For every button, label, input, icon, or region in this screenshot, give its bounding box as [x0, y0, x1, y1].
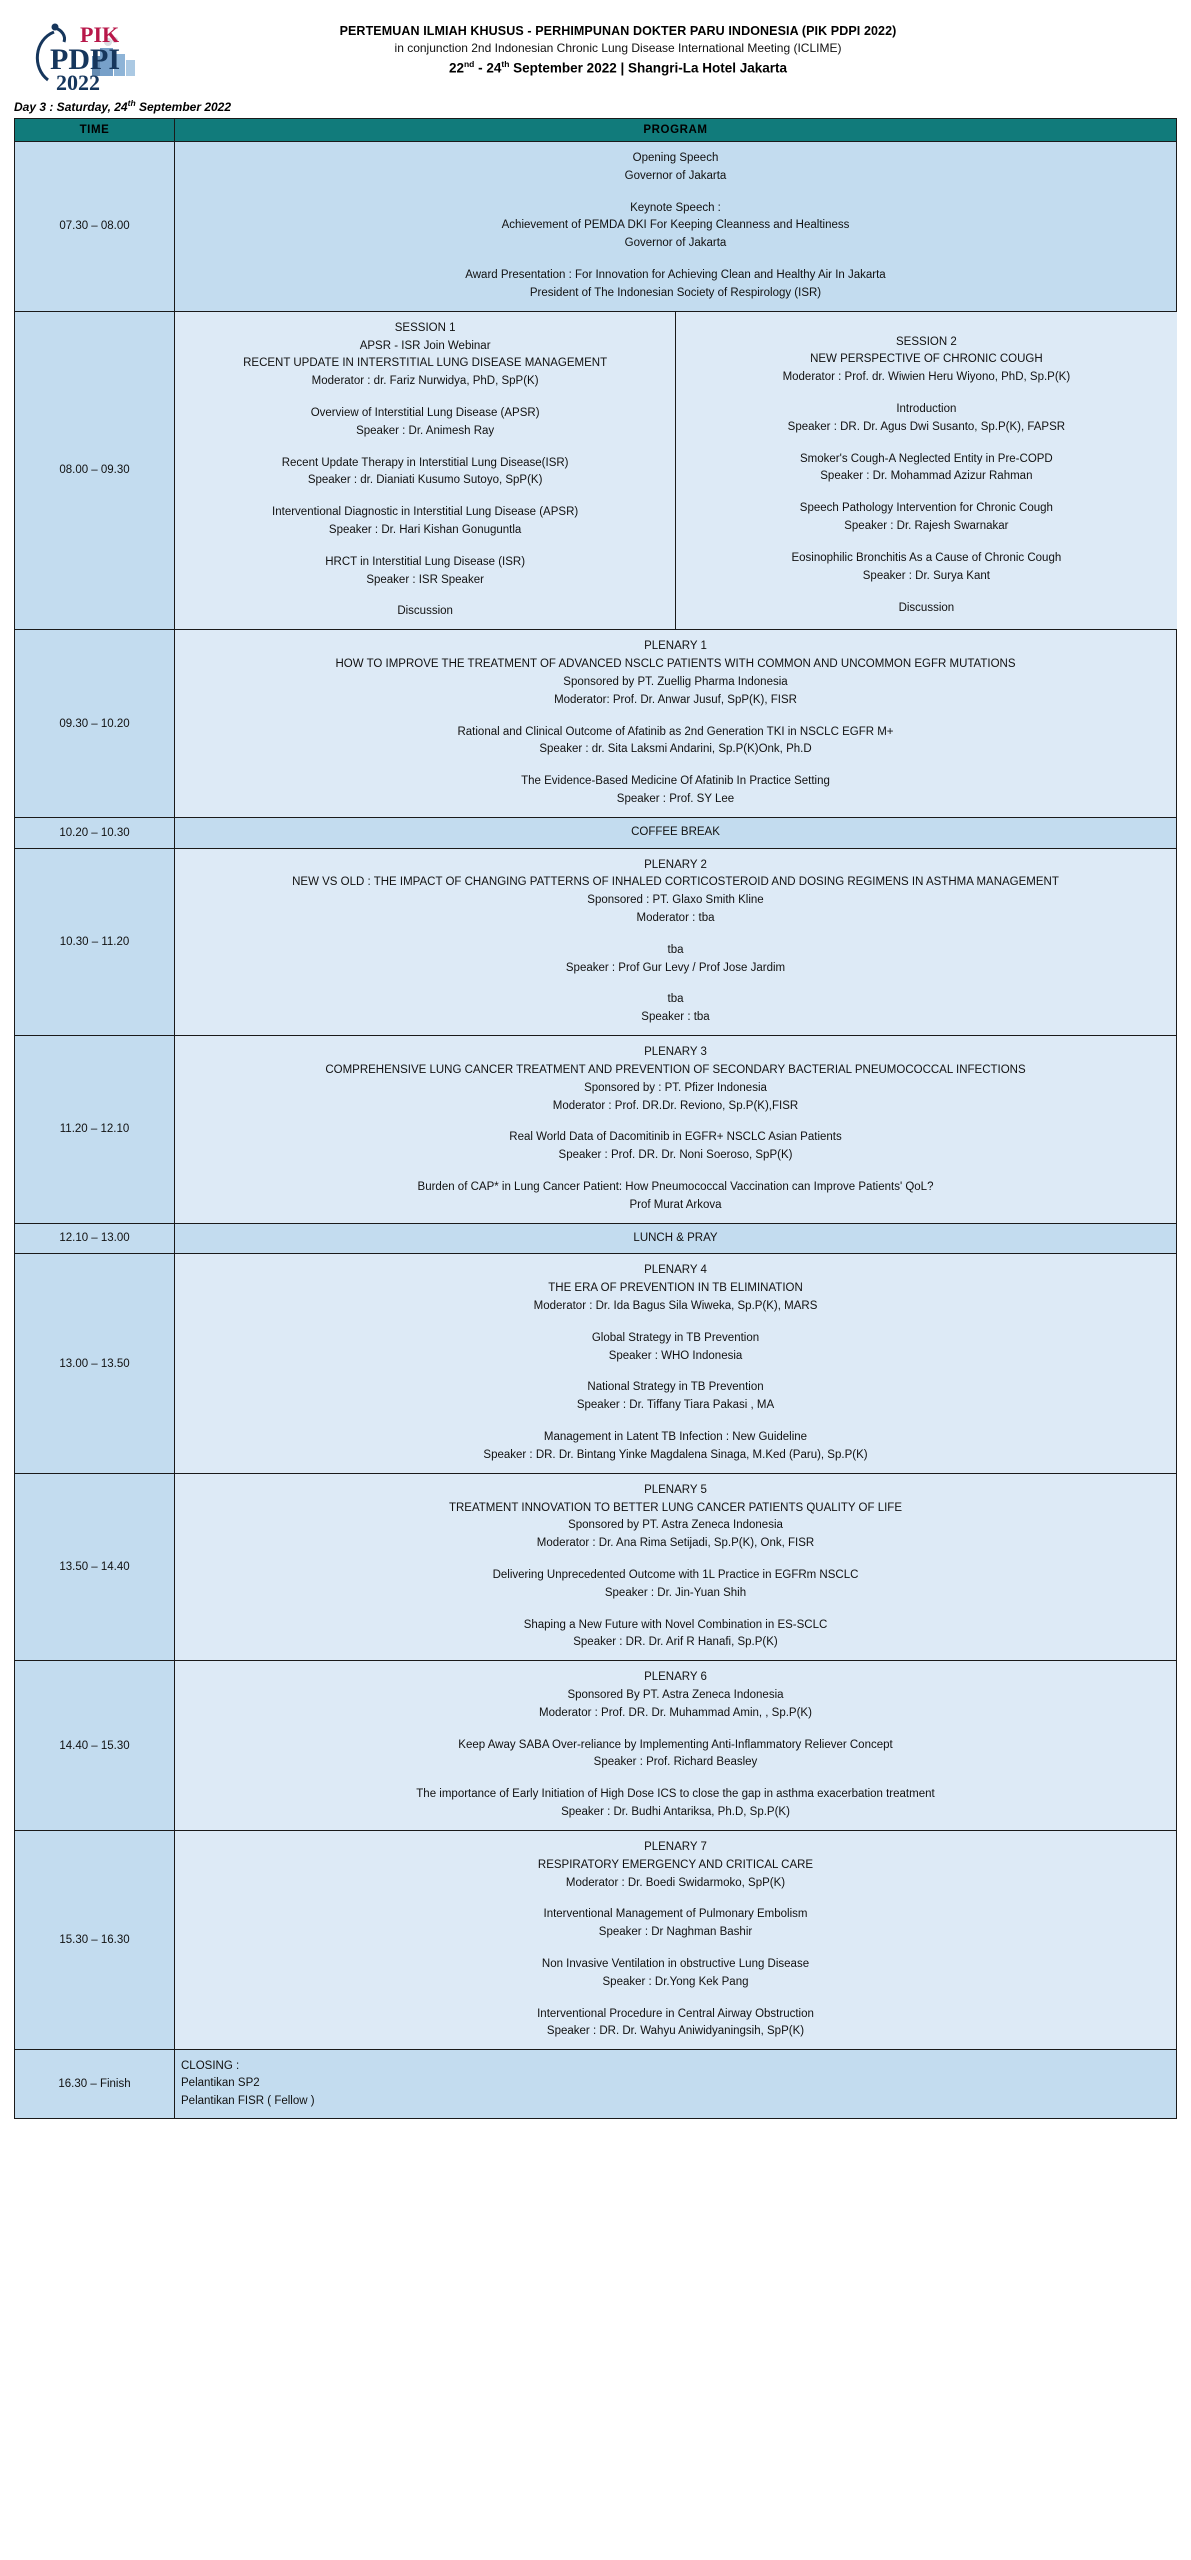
- program-line: Pelantikan FISR ( Fellow ): [181, 2094, 315, 2107]
- event-title: PERTEMUAN ILMIAH KHUSUS - PERHIMPUNAN DOKTER PARU INDONESIA (PIK PDPI 2022): [339, 24, 897, 38]
- program-line: Speaker : tba: [641, 1011, 710, 1024]
- session-line: RECENT UPDATE IN INTERSTITIAL LUNG DISEASE MANAGEMENT: [243, 357, 608, 370]
- session-1-cell: [175, 312, 676, 630]
- pik-pdpi-logo: [22, 14, 152, 92]
- program-line: President of The Indonesian Society of Respirology (ISR): [529, 286, 822, 299]
- program-line: Moderator : Dr. Ida Bagus Sila Wiweka, Sp.P(K), MARS: [533, 1300, 818, 1312]
- program-line: Pelantikan SP2: [181, 2077, 260, 2090]
- schedule-table: [14, 118, 1177, 2119]
- spacer: [185, 186, 1166, 200]
- program-line: Governor of Jakarta: [624, 169, 727, 182]
- program-line: PLENARY 7: [644, 1840, 707, 1853]
- row-program: [175, 848, 1177, 1036]
- program-line: NEW VS OLD : THE IMPACT OF CHANGING PATTERNS OF INHALED CORTICOSTEROID AND DOSING REGIMENS IN ASTHMA MANAGEMENT: [292, 876, 1059, 889]
- program-line: Delivering Unprecedented Outcome with 1L Practice in EGFRm NSCLC: [492, 1568, 859, 1581]
- spacer: [684, 437, 1168, 451]
- spacer: [185, 1992, 1166, 2006]
- day-heading-pre: Day 3 : Saturday, 24: [14, 100, 128, 114]
- table-row: [15, 142, 1177, 312]
- column-header-time: TIME: [15, 119, 175, 142]
- program-line: Speaker : Prof. DR. Dr. Noni Soeroso, SpP(K): [558, 1149, 793, 1162]
- row-time: 13.50 – 14.40: [15, 1473, 175, 1661]
- spacer: [183, 540, 667, 554]
- title-block: [165, 10, 1191, 76]
- program-line: PLENARY 1: [644, 640, 707, 653]
- program-line: CLOSING :: [181, 2060, 240, 2073]
- row-program: [175, 1661, 1177, 1831]
- spacer: [684, 586, 1168, 600]
- session-line: Speaker : Dr. Hari Kishan Gonuguntla: [328, 524, 522, 536]
- spacer: [183, 490, 667, 504]
- program-line: Moderator : Prof. DR.Dr. Reviono, Sp.P(K),FISR: [552, 1099, 799, 1112]
- spacer: [183, 441, 667, 455]
- program-line: Speaker : Prof Gur Levy / Prof Jose Jardim: [565, 961, 786, 974]
- spacer: [684, 324, 1168, 334]
- program-line: Sponsored by PT. Zuellig Pharma Indonesia: [563, 675, 788, 688]
- spacer: [185, 759, 1166, 773]
- row-program: COFFEE BREAK: [175, 817, 1177, 848]
- session-line: HRCT in Interstitial Lung Disease (ISR): [325, 555, 526, 568]
- table-row: [15, 311, 1177, 630]
- program-line: Speaker : WHO Indonesia: [608, 1349, 743, 1362]
- program-line: RESPIRATORY EMERGENCY AND CRITICAL CARE: [537, 1858, 814, 1871]
- program-line: Sponsored by : PT. Pfizer Indonesia: [584, 1081, 767, 1094]
- session-line: Speaker : DR. Dr. Agus Dwi Susanto, Sp.P(K), FAPSR: [787, 420, 1066, 433]
- event-date-venue: [165, 59, 1071, 76]
- program-line: PLENARY 6: [644, 1671, 707, 1684]
- session-line: Speaker : Dr. Rajesh Swarnakar: [844, 520, 1009, 533]
- program-line: The Evidence-Based Medicine Of Afatinib In Practice Setting: [521, 775, 830, 788]
- table-row: [15, 848, 1177, 1036]
- spacer: [185, 1603, 1166, 1617]
- program-line: Moderator : Dr. Boedi Swidarmoko, SpP(K): [565, 1876, 786, 1889]
- session-line: Moderator : Prof. dr. Wiwien Heru Wiyono, PhD, Sp.P(K): [782, 371, 1071, 384]
- date-start-sup: nd: [463, 59, 475, 69]
- row-program: [175, 630, 1177, 818]
- spacer: [183, 391, 667, 405]
- table-row: [15, 1830, 1177, 2049]
- session-2-cell: [676, 312, 1177, 630]
- table-row: [15, 630, 1177, 818]
- row-time: 12.10 – 13.00: [15, 1223, 175, 1254]
- row-time: 11.20 – 12.10: [15, 1036, 175, 1224]
- spacer: [185, 1415, 1166, 1429]
- day-heading: [0, 96, 1191, 118]
- spacer: [185, 1553, 1166, 1567]
- program-line: Speaker : Dr Naghman Bashir: [598, 1926, 753, 1939]
- date-sep: - 24: [474, 60, 502, 76]
- program-line: PLENARY 4: [644, 1264, 707, 1277]
- spacer: [185, 1723, 1166, 1737]
- program-line: HOW TO IMPROVE THE TREATMENT OF ADVANCED NSCLC PATIENTS WITH COMMON AND UNCOMMON EGFR MUTATIONS: [335, 658, 1016, 671]
- program-line: PLENARY 2: [644, 858, 707, 871]
- program-line: Speaker : Dr. Budhi Antariksa, Ph.D, Sp.P(K): [561, 1806, 790, 1819]
- session-title: SESSION 2: [896, 335, 957, 348]
- program-line: Speaker : Dr. Tiffany Tiara Pakasi , MA: [576, 1399, 775, 1412]
- spacer: [185, 1115, 1166, 1129]
- program-line: Speaker : DR. Dr. Bintang Yinke Magdalena Sinaga, M.Ked (Paru), Sp.P(K): [483, 1448, 868, 1461]
- session-line: Speaker : Dr. Animesh Ray: [356, 424, 495, 437]
- program-line: Speaker : Dr.Yong Kek Pang: [602, 1975, 749, 1988]
- svg-text:PIK: PIK: [80, 22, 120, 47]
- spacer: [185, 253, 1166, 267]
- table-row: [15, 817, 1177, 848]
- program-line: THE ERA OF PREVENTION IN TB ELIMINATION: [548, 1282, 803, 1295]
- session-line: Speaker : Dr. Surya Kant: [862, 569, 990, 582]
- sessions-table: [175, 312, 1177, 630]
- table-row: [15, 1473, 1177, 1661]
- row-program: [175, 142, 1177, 312]
- table-row: [15, 1661, 1177, 1831]
- table-header-row: [15, 119, 1177, 142]
- row-time: 14.40 – 15.30: [15, 1661, 175, 1831]
- date-start: 22: [448, 60, 464, 76]
- logo-icon: [22, 14, 152, 94]
- table-row: [15, 1254, 1177, 1473]
- session-line: APSR - ISR Join Webinar: [359, 339, 491, 352]
- table-row: [15, 1223, 1177, 1254]
- row-time: 08.00 – 09.30: [15, 311, 175, 630]
- session-line: Eosinophilic Bronchitis As a Cause of Chronic Cough: [791, 551, 1062, 564]
- program-line: Moderator: Prof. Dr. Anwar Jusuf, SpP(K), FISR: [554, 693, 797, 706]
- sessions-row: [175, 312, 1177, 630]
- row-time: 13.00 – 13.50: [15, 1254, 175, 1473]
- session-line: Overview of Interstitial Lung Disease (APSR): [310, 406, 540, 419]
- svg-text:PDPI: PDPI: [50, 43, 120, 76]
- program-line: Burden of CAP* in Lung Cancer Patient: How Pneumococcal Vaccination can Improve Patients' QoL?: [417, 1180, 934, 1193]
- program-line: Speaker : DR. Dr. Wahyu Aniwidyaningsih, SpP(K): [546, 2025, 805, 2038]
- column-header-program: PROGRAM: [175, 119, 1177, 142]
- session-line: Speaker : ISR Speaker: [366, 573, 484, 586]
- program-line: tba: [667, 993, 684, 1006]
- masthead: [0, 0, 1191, 96]
- session-title: SESSION 1: [394, 321, 456, 334]
- program-line: Achievement of PEMDA DKI For Keeping Cleanness and Healtiness: [501, 219, 850, 232]
- program-line: Moderator : tba: [636, 912, 715, 924]
- program-line: Non Invasive Ventilation in obstructive Lung Disease: [541, 1957, 810, 1970]
- spacer: [185, 710, 1166, 724]
- row-time: 07.30 – 08.00: [15, 142, 175, 312]
- table-row: [15, 2050, 1177, 2119]
- spacer: [185, 977, 1166, 991]
- spacer: [185, 928, 1166, 942]
- program-line: Opening Speech: [632, 152, 719, 164]
- program-line: COMPREHENSIVE LUNG CANCER TREATMENT AND PREVENTION OF SECONDARY BACTERIAL PNEUMOCOCCAL INFECTIONS: [325, 1063, 1026, 1076]
- session-line: Moderator : dr. Fariz Nurwidya, PhD, SpP(K): [311, 375, 539, 388]
- row-time: 09.30 – 10.20: [15, 630, 175, 818]
- session-line: Recent Update Therapy in Interstitial Lung Disease(ISR): [281, 456, 569, 469]
- program-line: Speaker : Dr. Jin-Yuan Shih: [604, 1586, 747, 1599]
- program-line: Moderator : Prof. DR. Dr. Muhammad Amin, , Sp.P(K): [539, 1706, 812, 1719]
- spacer: [684, 387, 1168, 401]
- program-line: Moderator : Dr. Ana Rima Setijadi, Sp.P(K), Onk, FISR: [536, 1537, 815, 1550]
- row-time: 10.20 – 10.30: [15, 817, 175, 848]
- event-subtitle: in conjunction 2nd Indonesian Chronic Lung Disease International Meeting (ICLIME): [394, 41, 842, 55]
- program-line: Rational and Clinical Outcome of Afatinib as 2nd Generation TKI in NSCLC EGFR M+: [457, 725, 894, 738]
- session-line: Speaker : dr. Dianiati Kusumo Sutoyo, SpP(K): [307, 474, 543, 487]
- program-line: Speaker : dr. Sita Laksmi Andarini, Sp.P(K)Onk, Ph.D: [539, 743, 812, 756]
- program-line: Sponsored By PT. Astra Zeneca Indonesia: [567, 1689, 784, 1701]
- program-line: Global Strategy in TB Prevention: [591, 1331, 760, 1344]
- session-line: Introduction: [896, 403, 957, 416]
- program-line: Management in Latent TB Infection : New Guideline: [543, 1431, 808, 1444]
- spacer: [185, 1942, 1166, 1956]
- row-time: 16.30 – Finish: [15, 2050, 175, 2119]
- program-line: Speaker : Prof. SY Lee: [616, 792, 735, 805]
- svg-text:2022: 2022: [56, 70, 100, 94]
- program-line: Real World Data of Dacomitinib in EGFR+ NSCLC Asian Patients: [509, 1131, 842, 1144]
- program-line: Speaker : Prof. Richard Beasley: [593, 1756, 758, 1769]
- session-line: NEW PERSPECTIVE OF CHRONIC COUGH: [810, 353, 1043, 366]
- day-heading-sup: th: [127, 98, 136, 108]
- row-program: [175, 2050, 1177, 2119]
- session-line: Smoker's Cough-A Neglected Entity in Pre-COPD: [800, 452, 1053, 465]
- spacer: [185, 1892, 1166, 1906]
- spacer: [183, 589, 667, 603]
- row-program-split: [175, 311, 1177, 630]
- spacer: [185, 1316, 1166, 1330]
- table-row: [15, 1036, 1177, 1224]
- row-time: 10.30 – 11.20: [15, 848, 175, 1036]
- spacer: [684, 486, 1168, 500]
- program-line: Sponsored : PT. Glaxo Smith Kline: [587, 894, 764, 907]
- row-program: [175, 1254, 1177, 1473]
- spacer: [185, 1772, 1166, 1786]
- spacer: [185, 1365, 1166, 1379]
- row-time: 15.30 – 16.30: [15, 1830, 175, 2049]
- session-line: Speaker : Dr. Mohammad Azizur Rahman: [820, 470, 1033, 483]
- session-line: Interventional Diagnostic in Interstitial Lung Disease (APSR): [272, 506, 579, 519]
- spacer: [185, 1165, 1166, 1179]
- row-program: [175, 1473, 1177, 1661]
- program-line: Keep Away SABA Over-reliance by Implementing Anti-Inflammatory Reliever Concept: [458, 1738, 893, 1751]
- program-line: Sponsored by PT. Astra Zeneca Indonesia: [568, 1519, 783, 1532]
- program-line: PLENARY 3: [644, 1046, 707, 1059]
- program-line: Keynote Speech :: [630, 201, 721, 214]
- day-heading-post: September 2022: [135, 100, 232, 114]
- program-line: Interventional Procedure in Central Airway Obstruction: [537, 2007, 814, 2020]
- program-line: Interventional Management of Pulmonary Embolism: [543, 1908, 808, 1921]
- row-program: [175, 1830, 1177, 2049]
- date-end-sup: th: [501, 59, 510, 69]
- spacer: [684, 536, 1168, 550]
- date-venue-text: September 2022 | Shangri-La Hotel Jakarta: [509, 60, 788, 76]
- program-line: Governor of Jakarta: [624, 237, 727, 250]
- program-line: Speaker : DR. Dr. Arif R Hanafi, Sp.P(K): [573, 1636, 778, 1649]
- program-line: Prof Murat Arkova: [629, 1198, 722, 1211]
- program-line: tba: [667, 943, 684, 956]
- row-program: LUNCH & PRAY: [175, 1223, 1177, 1254]
- program-line: Shaping a New Future with Novel Combination in ES-SCLC: [523, 1618, 828, 1631]
- row-program: [175, 1036, 1177, 1224]
- program-line: TREATMENT INNOVATION TO BETTER LUNG CANCER PATIENTS QUALITY OF LIFE: [448, 1501, 903, 1514]
- program-line: PLENARY 5: [644, 1483, 707, 1496]
- program-line: Award Presentation : For Innovation for Achieving Clean and Healthy Air In Jakarta: [465, 269, 886, 282]
- session-line: Discussion: [397, 605, 453, 618]
- logo-container: [0, 10, 165, 92]
- program-line: The importance of Early Initiation of High Dose ICS to close the gap in asthma exacerbation treatment: [416, 1788, 935, 1801]
- session-line: Speech Pathology Intervention for Chronic Cough: [799, 502, 1053, 515]
- session-line: Discussion: [898, 601, 955, 614]
- program-line: National Strategy in TB Prevention: [587, 1381, 764, 1394]
